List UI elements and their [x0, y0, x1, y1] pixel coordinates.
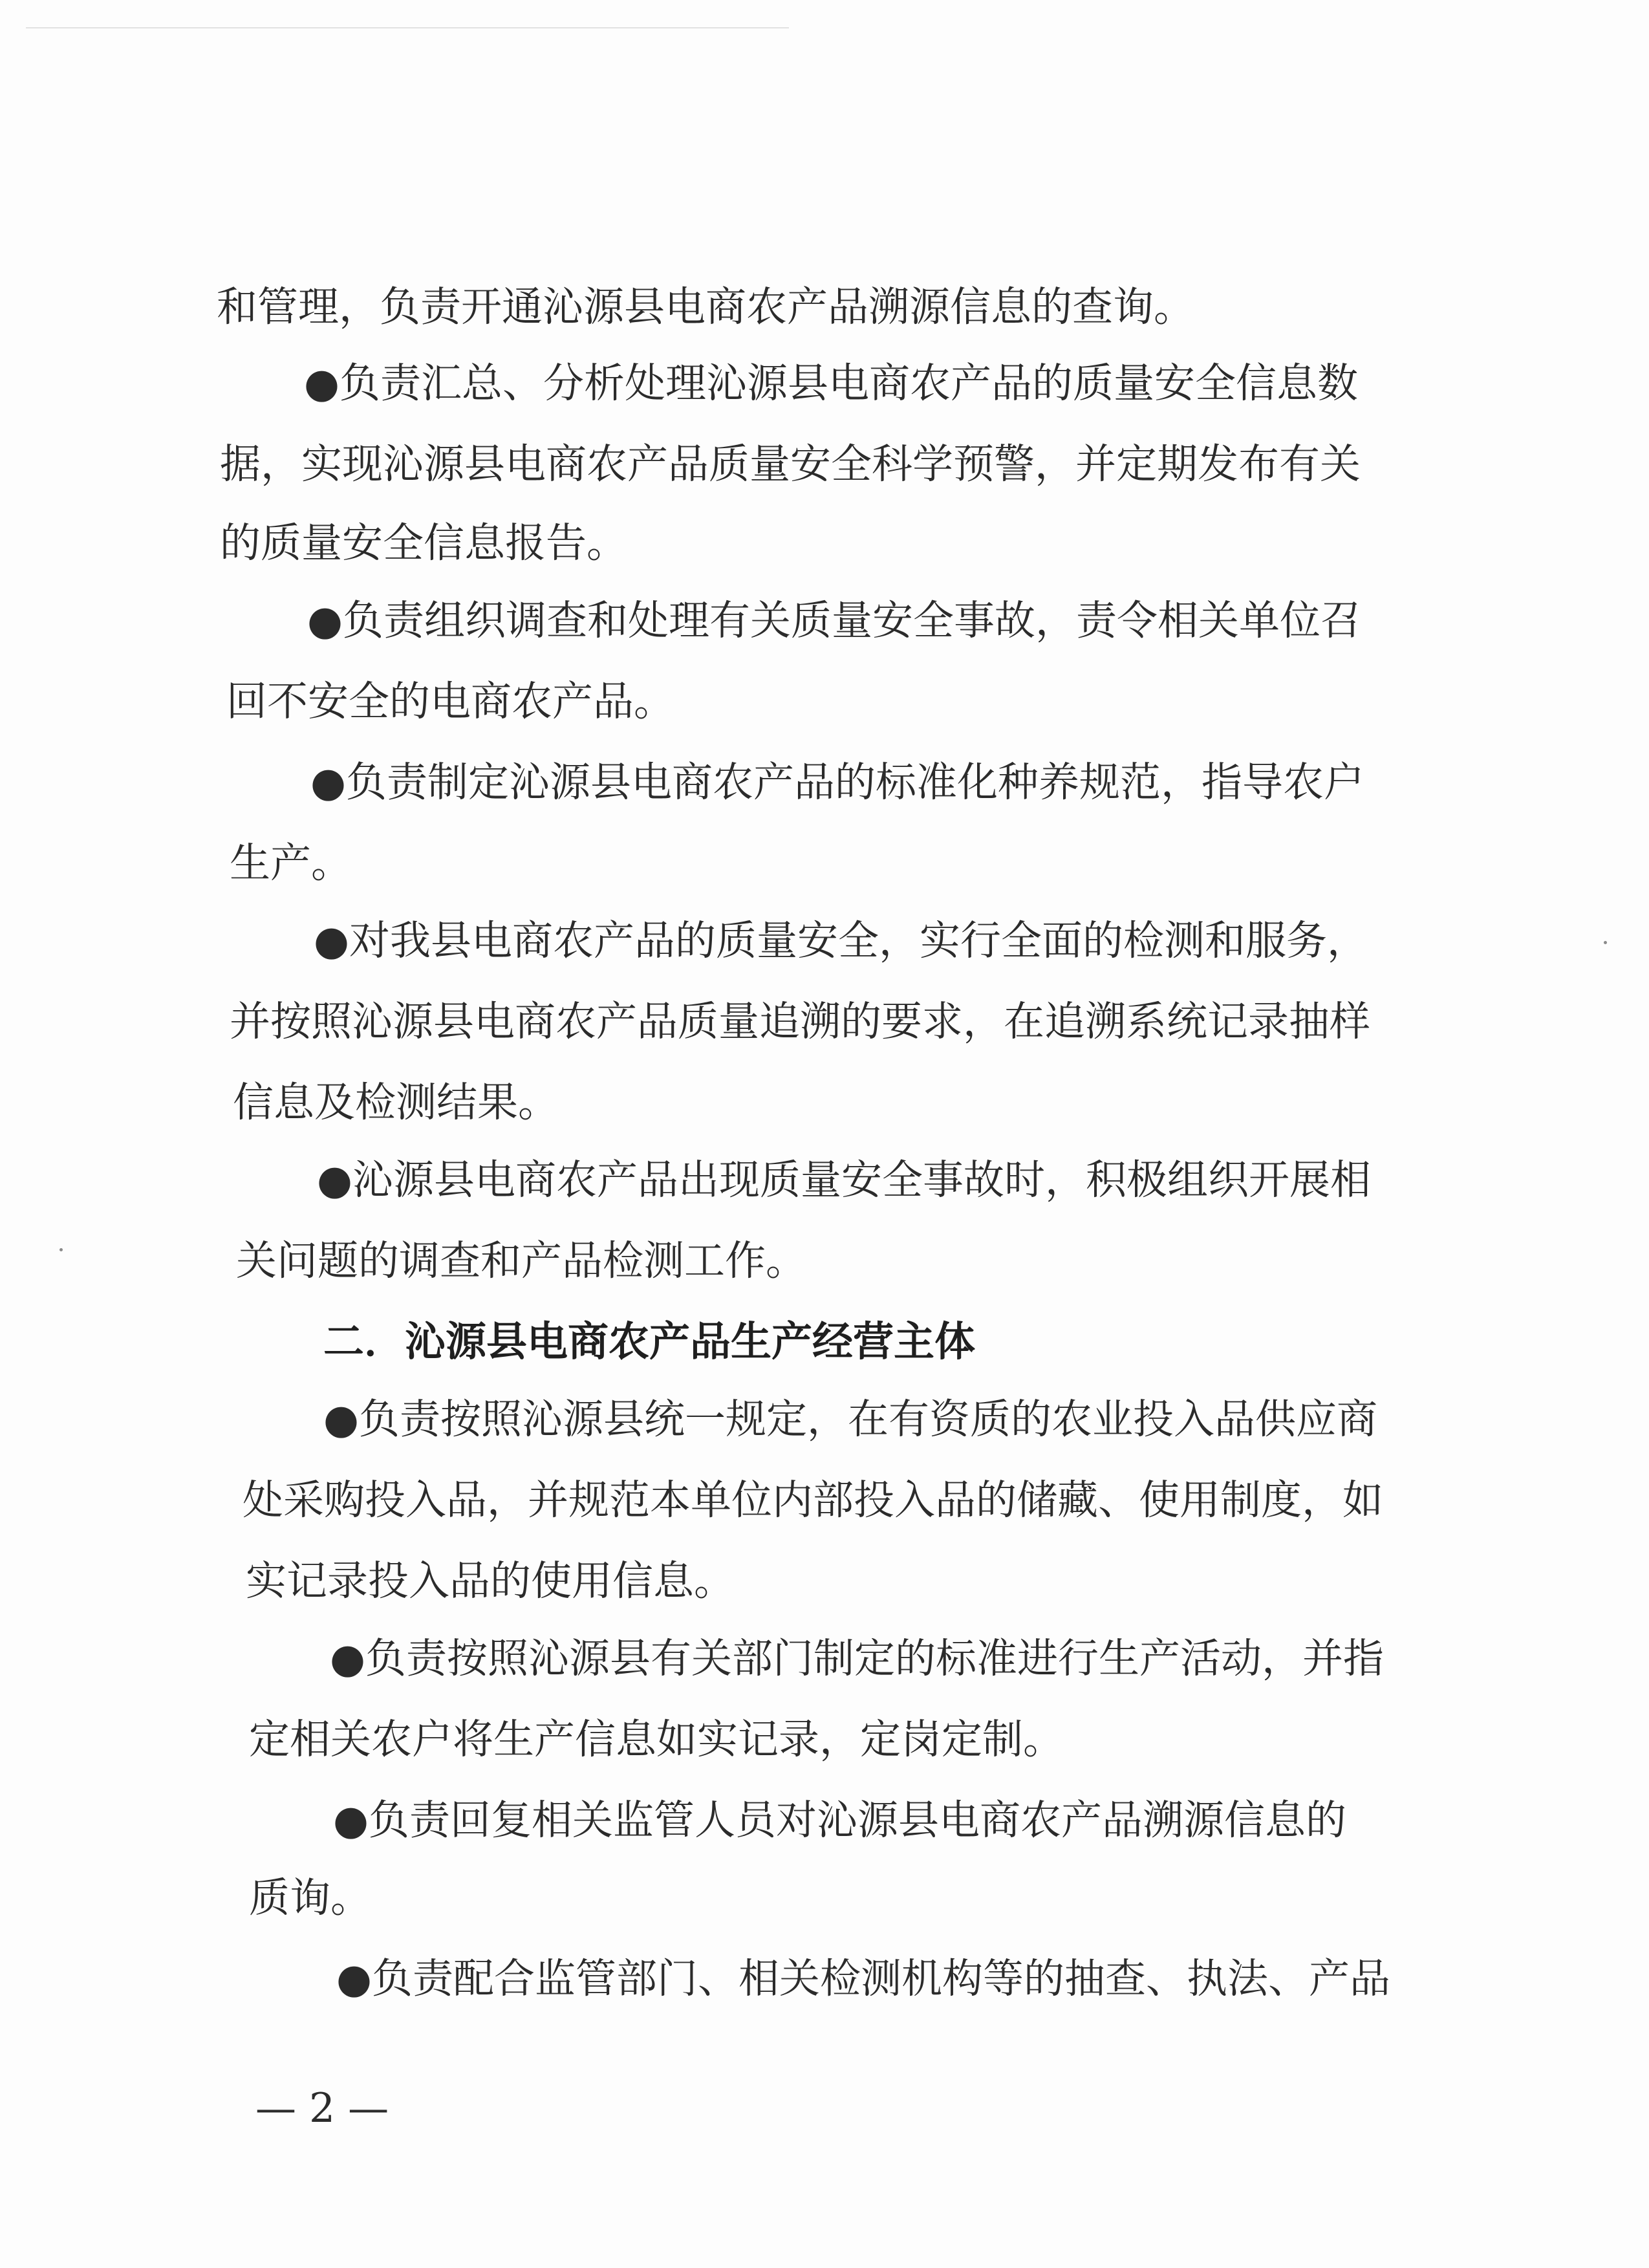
text-line-19: 定相关农户将生产信息如实记录，定岗定制。 [249, 1716, 1064, 1763]
text-line-8: 生产。 [230, 839, 352, 887]
scan-edge-rule [26, 27, 789, 28]
text-line-17: 实记录投入品的使用信息。 [246, 1557, 735, 1604]
page-number: — 2 — [255, 2084, 389, 2132]
scan-speck [1604, 941, 1607, 944]
text-line-7: ●负责制定沁源县电商农产品的标准化种养规范，指导农户 [310, 759, 1364, 806]
section-heading: 二．沁源县电商农产品生产经营主体 [323, 1318, 975, 1365]
text-line-16: 处采购投入品，并规范本单位内部投入品的储藏、使用制度，如 [242, 1476, 1383, 1524]
text-line-9: ●对我县电商农产品的质量安全，实行全面的检测和服务， [314, 917, 1368, 964]
text-line-4: 的质量安全信息报告。 [220, 519, 627, 567]
text-line-15: ●负责按照沁源县统一规定，在有资质的农业投入品供应商 [323, 1396, 1377, 1443]
text-line-22: ●负责配合监管部门、相关检测机构等的抽查、执法、产品 [336, 1955, 1390, 2002]
text-line-5: ●负责组织调查和处理有关质量安全事故，责令相关单位召 [307, 597, 1361, 644]
text-line-6: 回不安全的电商农产品。 [226, 678, 674, 725]
text-line-11: 信息及检测结果。 [233, 1079, 559, 1126]
text-line-13: 关问题的调查和产品检测工作。 [236, 1237, 806, 1284]
text-line-18: ●负责按照沁源县有关部门制定的标准进行生产活动，并指 [330, 1635, 1384, 1682]
text-line-21: 质询。 [249, 1874, 371, 1921]
text-line-10: 并按照沁源县电商农产品质量追溯的要求，在追溯系统记录抽样 [230, 998, 1370, 1045]
text-line-12: ●沁源县电商农产品出现质量安全事故时，积极组织开展相 [317, 1156, 1371, 1204]
text-line-3: 据，实现沁源县电商农产品质量安全科学预警，并定期发布有关 [220, 440, 1361, 488]
scan-speck [59, 1248, 63, 1251]
text-line-1: 和管理，负责开通沁源县电商农产品溯源信息的查询。 [217, 283, 1194, 330]
text-line-2: ●负责汇总、分析处理沁源县电商农产品的质量安全信息数 [304, 360, 1358, 407]
text-line-20: ●负责回复相关监管人员对沁源县电商农产品溯源信息的 [333, 1797, 1346, 1844]
